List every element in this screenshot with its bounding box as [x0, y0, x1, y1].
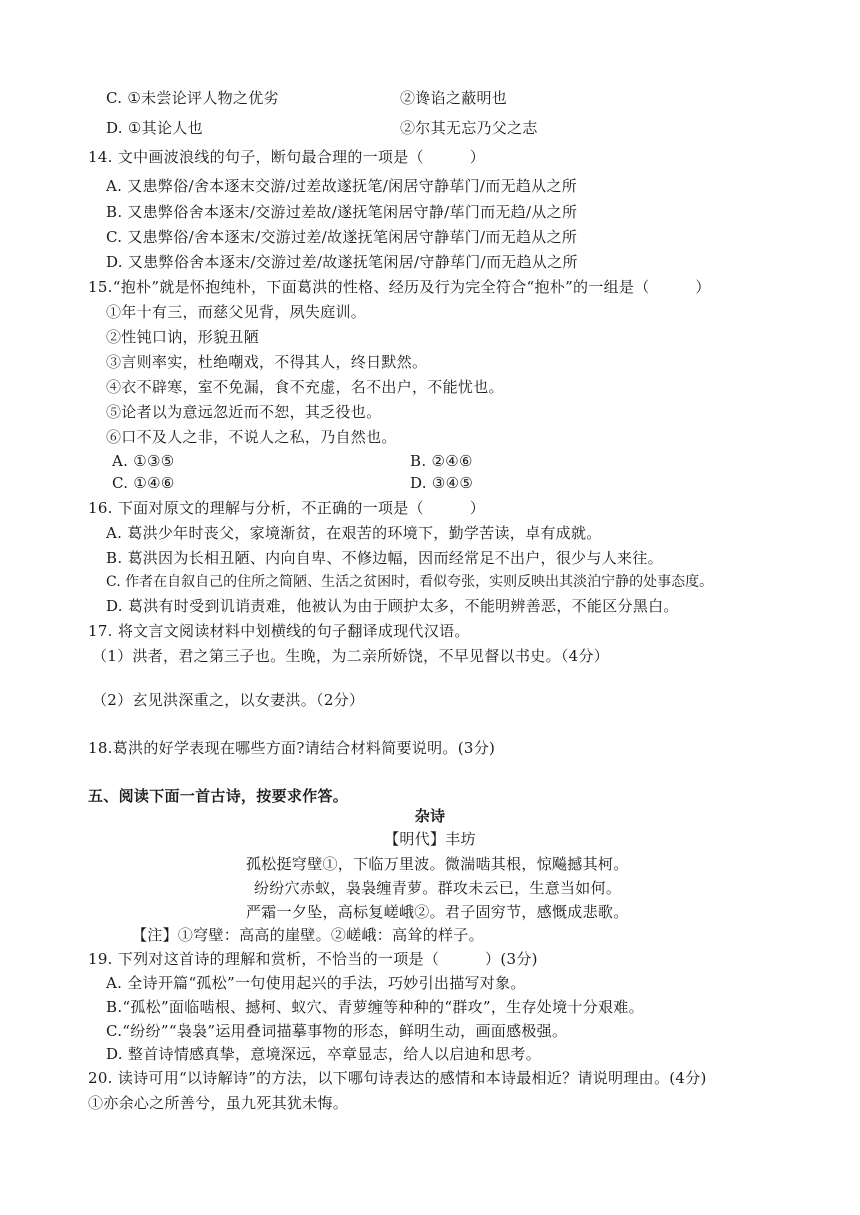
- q17-part-2: （2）玄见洪深重之，以女妻洪。（2分）: [92, 691, 365, 709]
- q17-part-1: （1）洪者，君之第三子也。生晚，为二亲所娇饶，不早见督以书史。（4分）: [92, 647, 610, 665]
- q15-option-b: B. ②④⑥: [410, 452, 473, 470]
- q20-option-1: ①亦余心之所善兮，虽九死其犹未悔。: [88, 1094, 349, 1112]
- q13-option-d-1: D. ①其论人也: [106, 119, 203, 137]
- q14-option-a: A. 又患弊俗/舍本逐末交游/过差故遂抚笔/闲居守静荜门/而无趋从之所: [106, 177, 578, 195]
- q13-option-c-1: C. ①未尝论评人物之优劣: [106, 89, 279, 107]
- poem-title: 杂诗: [414, 807, 446, 825]
- q17-stem: 17. 将文言文阅读材料中划横线的句子翻译成现代汉语。: [88, 622, 470, 640]
- q15-stem: 15.“抱朴”就是怀抱纯朴，下面葛洪的性格、经历及行为完全符合“抱朴”的一组是（ ）: [88, 278, 711, 296]
- poem-line-1: 孤松挺穹壁①，下临万里波。微湍啮其根，惊飚撼其柯。: [246, 855, 629, 873]
- q13-option-d-2: ②尔其无忘乃父之志: [400, 119, 538, 137]
- poem-note: 【注】①穹壁：高高的崖壁。②嵯峨：高耸的样子。: [132, 926, 484, 944]
- q19-stem: 19. 下列对这首诗的理解和赏析，不恰当的一项是（ ）(3分): [88, 950, 538, 968]
- q14-option-b: B. 又患弊俗舍本逐末/交游过差故/遂抚笔闲居守静/荜门而无趋/从之所: [106, 203, 578, 221]
- q15-option-a: A. ①③⑤: [112, 452, 175, 470]
- q15-item-6: ⑥口不及人之非，不说人之私，乃自然也。: [106, 428, 397, 446]
- q19-option-d: D. 整首诗情感真挚，意境深远，卒章显志，给人以启迪和思考。: [106, 1045, 542, 1063]
- q16-option-c: C. 作者在自叙自己的住所之简陋、生活之贫困时，看似夸张，实则反映出其淡泊宁静的处事态度。: [106, 574, 714, 590]
- q15-option-d: D. ③④⑤: [410, 474, 474, 492]
- q19-option-a: A. 全诗开篇“孤松”一句使用起兴的手法，巧妙引出描写对象。: [106, 974, 526, 992]
- q20-stem: 20. 读诗可用“以诗解诗”的方法，以下哪句诗表达的感情和本诗最相近？请说明理由。(4分): [88, 1069, 707, 1087]
- q16-option-a: A. 葛洪少年时丧父，家境渐贫，在艰苦的环境下，勤学苦读，卓有成就。: [106, 524, 602, 542]
- poem-line-3: 严霜一夕坠，高标复嵯峨②。君子固穷节，感慨成悲歌。: [246, 903, 629, 921]
- poem-author: 【明代】丰坊: [384, 830, 476, 848]
- q19-option-b: B.“孤松”面临啮根、撼柯、蚁穴、青萝缠等种种的“群攻”，生存处境十分艰难。: [106, 998, 644, 1016]
- q15-option-c: C. ①④⑥: [112, 474, 175, 492]
- q15-item-2: ②性钝口讷，形貌丑陋: [106, 328, 260, 346]
- q15-item-1: ①年十有三，而慈父见背，夙失庭训。: [106, 303, 367, 321]
- q16-option-b: B. 葛洪因为长相丑陋、内向自卑、不修边幅，因而经常足不出户，很少与人来往。: [106, 549, 663, 567]
- q15-item-4: ④衣不辟寒，室不免漏，食不充虚，名不出户，不能忧也。: [106, 378, 504, 396]
- q16-stem: 16. 下面对原文的理解与分析，不正确的一项是（ ）: [88, 499, 486, 517]
- section-5-heading: 五、阅读下面一首古诗，按要求作答。: [88, 787, 349, 805]
- q13-option-c-2: ②谗谄之蔽明也: [400, 89, 508, 107]
- q15-item-5: ⑤论者以为意远忽近而不恕，其乏役也。: [106, 403, 382, 421]
- q18-stem: 18.葛洪的好学表现在哪些方面?请结合材料简要说明。(3分): [88, 739, 496, 757]
- q14-stem: 14. 文中画波浪线的句子，断句最合理的一项是（ ）: [88, 148, 486, 166]
- q16-option-d: D. 葛洪有时受到讥诮责难，他被认为由于顾护太多，不能明辨善恶，不能区分黑白。: [106, 597, 679, 615]
- q14-option-c: C. 又患弊俗/舍本逐末/交游过差/故遂抚笔闲居守静荜门/而无趋从之所: [106, 228, 578, 246]
- q19-option-c: C.“纷纷”“袅袅”运用叠词描摹事物的形态，鲜明生动，画面感极强。: [106, 1022, 568, 1040]
- q14-option-d: D. 又患弊俗舍本逐末/交游过差/故遂抚笔闲居/守静荜门/而无趋从之所: [106, 253, 578, 271]
- poem-line-2: 纷纷穴赤蚁，袅袅缠青萝。群攻未云已，生意当如何。: [254, 879, 622, 897]
- q15-item-3: ③言则率实，杜绝嘲戏，不得其人，终日默然。: [106, 353, 428, 371]
